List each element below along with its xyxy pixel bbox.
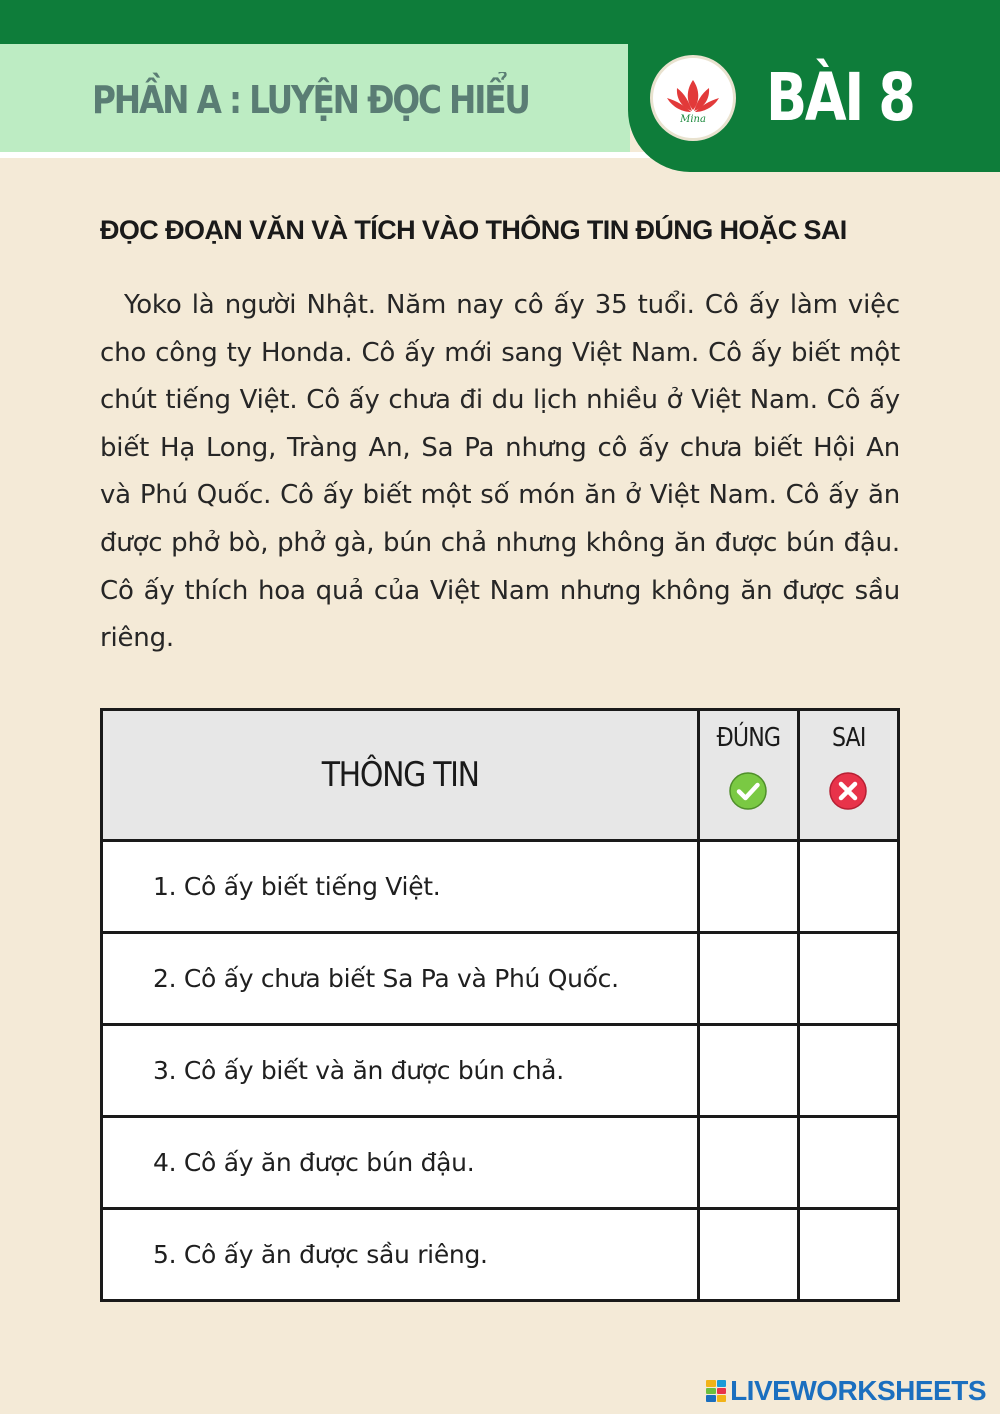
- section-title: PHẦN A : LUYỆN ĐỌC HIỂU: [92, 78, 529, 122]
- liveworksheets-logo-icon: [706, 1380, 726, 1402]
- true-checkbox-3[interactable]: [698, 1025, 798, 1117]
- true-false-table: [100, 708, 900, 1302]
- false-checkbox-2[interactable]: [798, 933, 898, 1025]
- header-info: [102, 710, 699, 841]
- statement-5: 5. Cô ấy ăn được sầu riêng.: [102, 1209, 699, 1301]
- check-circle-icon: [728, 771, 768, 811]
- statement-4: 4. Cô ấy ăn được bún đậu.: [102, 1117, 699, 1209]
- false-checkbox-1[interactable]: [798, 841, 898, 933]
- header-false: [798, 710, 898, 841]
- false-checkbox-4[interactable]: [798, 1117, 898, 1209]
- false-checkbox-3[interactable]: [798, 1025, 898, 1117]
- table-row: [102, 1209, 899, 1301]
- table-header-row: [102, 710, 899, 841]
- brand-text: LIVEWORKSHEETS: [730, 1375, 986, 1406]
- logo-text: Mina: [680, 114, 706, 125]
- statement-2: 2. Cô ấy chưa biết Sa Pa và Phú Quốc.: [102, 933, 699, 1025]
- reading-passage: Yoko là người Nhật. Năm nay cô ấy 35 tuổi. Cô ấy làm việc cho công ty Honda. Cô ấy mới sang Việt Nam. Cô ấy biết một chút tiếng Việt. Cô ấy chưa đi du lịch nhiều ở Việt Nam. Cô ấy biết Hạ Long, Tràng An, Sa Pa nhưng cô ấy chưa biết Hội An và Phú Quốc. Cô ấy biết một số món ăn ở Việt Nam. Cô ấy ăn được phở bò, phở gà, bún chả nhưng không ăn được bún đậu. Cô ấy thích hoa quả của Việt Nam nhưng không ăn được sầu riêng.: [100, 290, 900, 654]
- header-false-label: SAI: [831, 723, 866, 753]
- header-true: [698, 710, 798, 841]
- statement-3: 3. Cô ấy biết và ăn được bún chả.: [102, 1025, 699, 1117]
- header-divider: [0, 152, 650, 158]
- lesson-title: BÀI 8: [766, 59, 914, 136]
- x-circle-icon: [828, 771, 868, 811]
- true-checkbox-5[interactable]: [698, 1209, 798, 1301]
- table-row: [102, 1025, 899, 1117]
- header-info-label: THÔNG TIN: [321, 755, 479, 795]
- table-row: [102, 841, 899, 933]
- table-row: [102, 933, 899, 1025]
- header-true-label: ĐÚNG: [716, 723, 781, 753]
- false-checkbox-5[interactable]: [798, 1209, 898, 1301]
- lotus-icon: [653, 58, 733, 138]
- mina-logo: [650, 55, 736, 141]
- true-checkbox-4[interactable]: [698, 1117, 798, 1209]
- liveworksheets-brand: [706, 1376, 986, 1406]
- true-checkbox-2[interactable]: [698, 933, 798, 1025]
- table-row: [102, 1117, 899, 1209]
- statement-1: 1. Cô ấy biết tiếng Việt.: [102, 841, 699, 933]
- true-checkbox-1[interactable]: [698, 841, 798, 933]
- instruction-heading: ĐỌC ĐOẠN VĂN VÀ TÍCH VÀO THÔNG TIN ĐÚNG HOẶC SAI: [100, 215, 847, 245]
